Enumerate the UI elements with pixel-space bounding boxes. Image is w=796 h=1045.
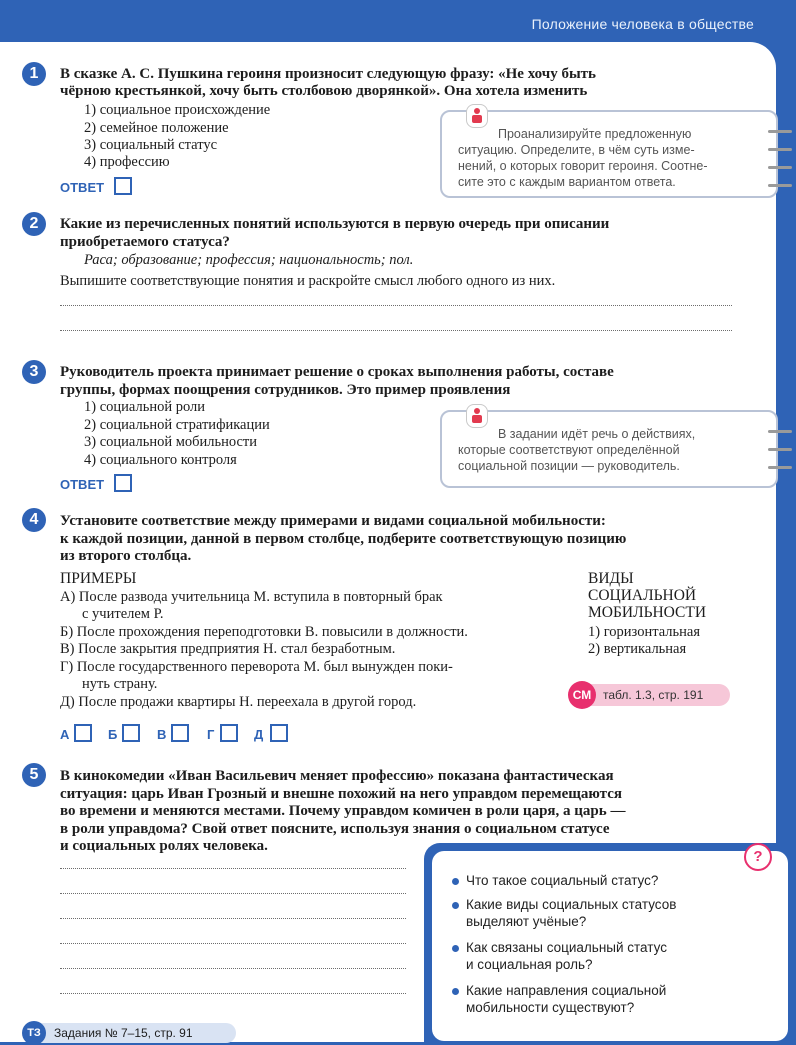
q1-hint-line2: ситуацию. Определите, в чём суть изме- [458,143,695,157]
q1-text-line2: чёрною крестьянкой, хочу быть столбовою дворянкой». Она хотела изменить [60,83,588,99]
q4-answer-box-d[interactable] [270,724,288,742]
q3-option-3: 3) социальной мобильности [84,434,258,450]
page-title: Положение человека в обществе [531,16,754,32]
q2-instruction: Выпишите соответствующие понятия и раскройте смысл любого одного из них. [60,273,556,289]
q3-option-1: 1) социальной роли [84,399,206,415]
panel-question-3-line2: и социальная роль? [466,957,593,972]
q4-type-2: 2) вертикальная [588,641,687,657]
q4-answer-letter-g: Г [207,727,215,742]
q4-text-line3: из второго столбца. [60,548,192,564]
q2-text-line2: приобретаемого статуса? [60,234,230,250]
q3-option-2: 2) социальной стратификации [84,417,270,433]
q4-example-g: Г) После государственного переворота М. был вынужден поки- [60,659,453,675]
q5-text-line2: ситуация: царь Иван Грозный и внешне похожий на него управдом перемещаются [60,786,622,802]
q4-text-line2: к каждой позиции, данной в первом столбце, подберите соответствующую позицию [60,531,627,547]
q1-option-2: 2) семейное положение [84,120,229,136]
q3-option-4: 4) социального контроля [84,452,237,468]
q4-answer-box-b[interactable] [122,724,140,742]
answer-line[interactable] [60,993,406,994]
answer-line[interactable] [60,893,406,894]
q2-terms: Раса; образование; профессия; национальность; пол. [84,252,414,268]
binder-clip-icon [768,430,792,433]
q4-answer-box-v[interactable] [171,724,189,742]
q4-example-v: В) После закрытия предприятия Н. стал безработным. [60,641,396,657]
bullet-icon [452,902,459,909]
q5-text-line4: в роли управдома? Свой ответ поясните, используя знания о социальном статусе [60,821,610,837]
q1-text-line1: В сказке А. С. Пушкина героиня произносит следующую фразу: «Не хочу быть [60,66,596,82]
answer-line[interactable] [60,968,406,969]
binder-clip-icon [768,466,792,469]
footer-text: Задания № 7–15, стр. 91 [54,1026,193,1040]
q4-types-header-1: ВИДЫ [588,570,634,587]
q5-text-line5: и социальных ролях человека. [60,838,268,854]
q1-option-1: 1) социальное происхождение [84,102,271,118]
q4-answer-box-g[interactable] [220,724,238,742]
q4-answer-letter-d: Д [254,727,264,742]
q3-text-line2: группы, формах поощрения сотрудников. Это пример проявления [60,382,511,398]
q4-example-b: Б) После прохождения переподготовки В. повысили в должности. [60,624,468,640]
q4-examples-header: ПРИМЕРЫ [60,570,137,587]
reference-tag[interactable] [570,684,730,706]
hint-person-icon [466,404,488,428]
q1-answer-box[interactable] [114,177,132,195]
panel-question-2-line2: выделяют учёные? [466,914,587,929]
q3-hint-line3: социальной позиции — руководитель. [458,459,680,473]
question-number-5: 5 [22,763,46,787]
binder-clip-icon [768,148,792,151]
answer-line[interactable] [60,868,406,869]
q3-text-line1: Руководитель проекта принимает решение о сроках выполнения работы, составе [60,364,614,380]
question-number-1: 1 [22,62,46,86]
bullet-icon [452,878,459,885]
q1-hint-line3: нений, о которых говорит героиня. Соотне- [458,159,708,173]
question-mark-icon: ? [744,843,772,871]
question-number-2: 2 [22,212,46,236]
q1-answer-label: ОТВЕТ [60,180,105,195]
q4-answer-letter-v: В [157,727,167,742]
q1-hint-line1: Проанализируйте предложенную [498,127,692,141]
panel-question-4-line2: мобильности существуют? [466,1000,635,1015]
q4-answer-letter-a: А [60,727,70,742]
reference-badge: СМ [568,681,596,709]
answer-line[interactable] [60,918,406,919]
q3-hint-note [440,410,778,488]
q2-text-line1: Какие из перечисленных понятий используются в первую очередь при описании [60,216,610,232]
panel-question-2-line1: Какие виды социальных статусов [466,897,677,912]
q1-hint-note [440,110,778,198]
panel-question-3-line1: Как связаны социальный статус [466,940,667,955]
q1-option-3: 3) социальный статус [84,137,218,153]
binder-clip-icon [768,448,792,451]
question-number-3: 3 [22,360,46,384]
bullet-icon [452,945,459,952]
question-number-4: 4 [22,508,46,532]
q4-example-g-cont: нуть страну. [82,676,158,692]
binder-clip-icon [768,130,792,133]
q4-answer-letter-b: Б [108,727,118,742]
answer-line[interactable] [60,305,732,306]
q5-text-line3: во времени и меняются местами. Почему управдом комичен в роли царя, а царь — [60,803,626,819]
q5-text-line1: В кинокомедии «Иван Васильевич меняет профессию» показана фантастическая [60,768,614,784]
binder-clip-icon [768,166,792,169]
panel-question-1: Что такое социальный статус? [466,873,659,888]
q4-type-1: 1) горизонтальная [588,624,700,640]
reference-text: табл. 1.3, стр. 191 [603,688,704,702]
q4-types-header-3: МОБИЛЬНОСТИ [588,604,707,621]
q1-hint-line4: сите это с каждым вариантом ответа. [458,175,676,189]
panel-question-4-line1: Какие направления социальной [466,983,667,998]
q4-answer-box-a[interactable] [74,724,92,742]
footer-badge: ТЗ [22,1021,46,1045]
answer-line[interactable] [60,330,732,331]
binder-clip-icon [768,184,792,187]
answer-line[interactable] [60,943,406,944]
q4-example-d: Д) После продажи квартиры Н. переехала в другой город. [60,694,417,710]
q1-option-4: 4) профессию [84,154,170,170]
q3-hint-line1: В задании идёт речь о действиях, [498,427,696,441]
q4-text-line1: Установите соответствие между примерами и видами социальной мобильности: [60,513,606,529]
q4-example-a: А) После развода учительница М. вступила в повторный брак [60,589,443,605]
footer-reference[interactable] [24,1023,236,1043]
q3-hint-line2: которые соответствуют определённой [458,443,680,457]
q4-types-header-2: СОЦИАЛЬНОЙ [588,587,697,604]
hint-person-icon [466,104,488,128]
q3-answer-label: ОТВЕТ [60,477,105,492]
q4-example-a-cont: с учителем Р. [82,606,164,622]
bullet-icon [452,988,459,995]
q3-answer-box[interactable] [114,474,132,492]
